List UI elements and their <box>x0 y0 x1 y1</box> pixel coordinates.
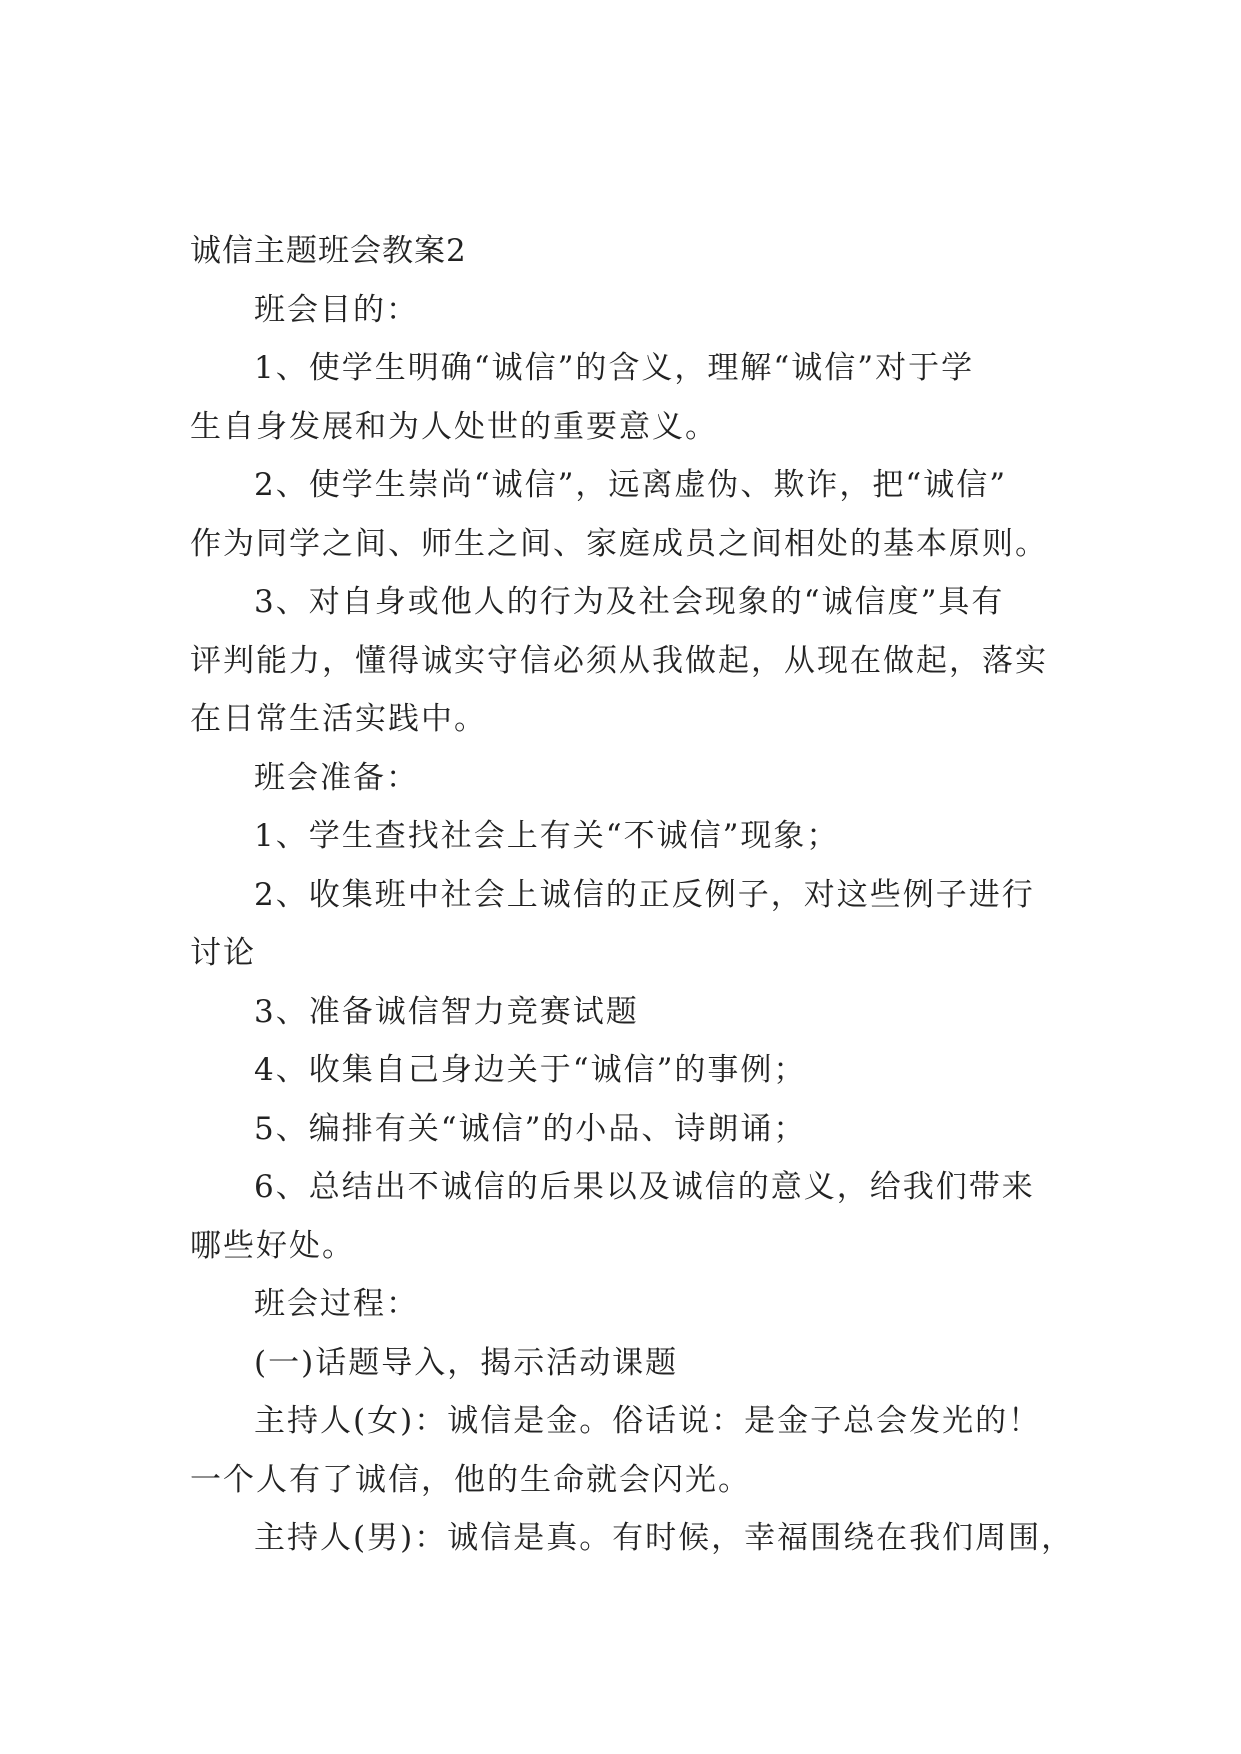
text-line: 生自身发展和为人处世的重要意义。 <box>190 408 718 445</box>
text-line: (一)话题导入，揭示活动课题 <box>254 1344 679 1381</box>
document-page <box>190 222 1075 1568</box>
text-line: 5、编排有关“诚信”的小品、诗朗诵； <box>254 1110 807 1147</box>
text-line: 2、使学生崇尚“诚信”，远离虚伪、欺诈，把“诚信” <box>254 467 1008 503</box>
text-line: 评判能力，懂得诚实守信必须从我做起，从现在做起，落实 <box>190 642 1048 679</box>
document-title: 诚信主题班会教案2 <box>190 233 467 269</box>
text-line: 班会目的： <box>254 291 419 328</box>
text-line: 主持人(女)：诚信是金。俗话说：是金子总会发光的！ <box>254 1403 1042 1439</box>
document-body <box>190 281 1075 1568</box>
text-line: 1、学生查找社会上有关“不诚信”现象； <box>254 818 840 854</box>
text-line: 2、收集班中社会上诚信的正反例子，对这些例子进行 <box>254 876 1035 913</box>
text-line: 1、使学生明确“诚信”的含义，理解“诚信”对于学 <box>254 350 975 386</box>
text-line: 讨论 <box>190 935 256 971</box>
text-line: 班会过程： <box>254 1286 419 1322</box>
text-line: 4、收集自己身边关于“诚信”的事例； <box>254 1052 807 1088</box>
text-line: 6、总结出不诚信的后果以及诚信的意义，给我们带来 <box>254 1169 1035 1205</box>
text-line: 3、准备诚信智力竞赛试题 <box>254 993 639 1030</box>
text-line: 哪些好处。 <box>190 1227 355 1264</box>
text-line: 作为同学之间、师生之间、家庭成员之间相处的基本原则。 <box>190 525 1048 562</box>
text-line: 一个人有了诚信，他的生命就会闪光。 <box>190 1461 751 1498</box>
text-line: 班会准备： <box>254 759 419 796</box>
text-line: 3、对自身或他人的行为及社会现象的“诚信度”具有 <box>254 584 1005 620</box>
text-line: 在日常生活实践中。 <box>190 701 487 737</box>
text-line: 主持人(男)：诚信是真。有时候，幸福围绕在我们周围， <box>254 1520 1075 1556</box>
